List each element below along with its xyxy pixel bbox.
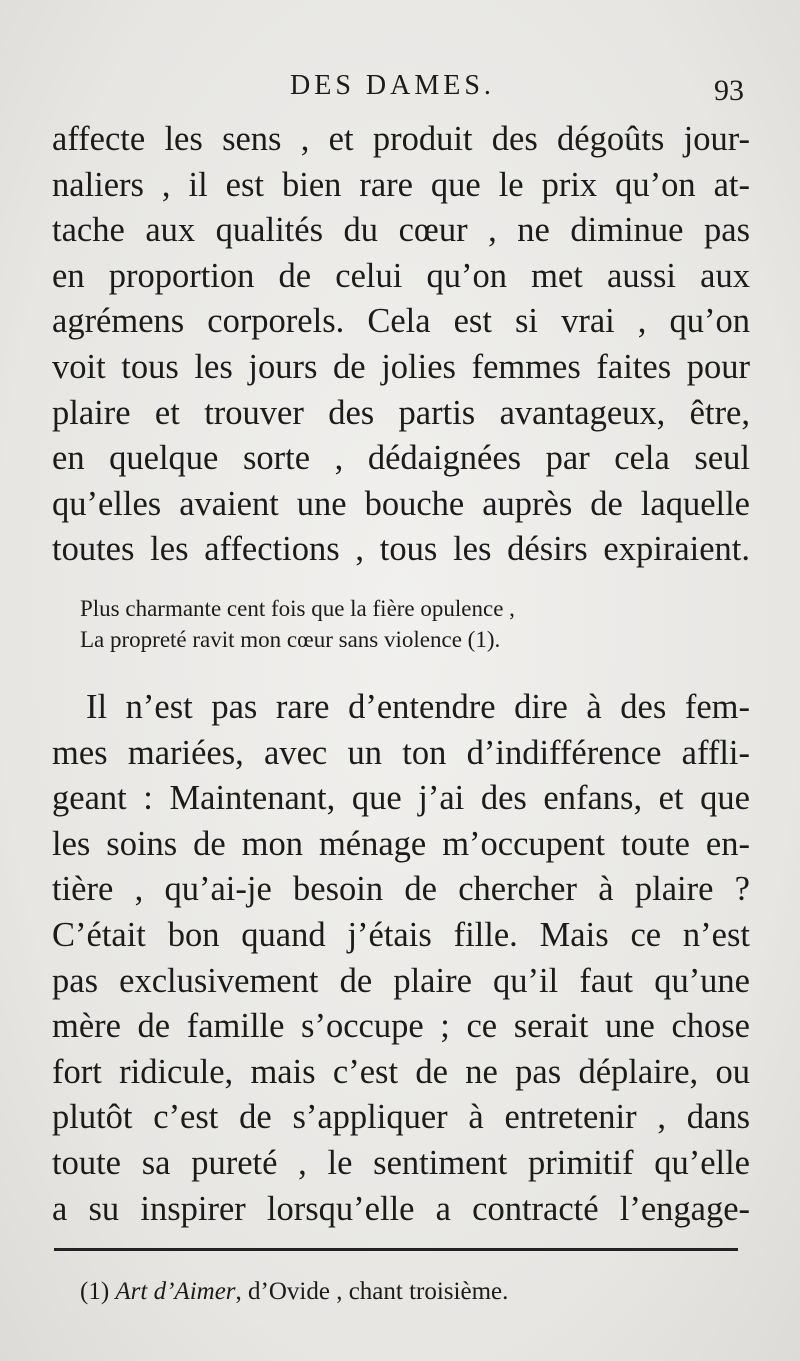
text-line: plaire et trouver des partis avantageux, être, [52,393,750,432]
text-line: geant : Maintenant, que j’ai des enfans, et que [52,779,750,818]
footnote-work-title: Art d’Aimer [115,1278,236,1305]
verse-quotation [80,593,515,655]
text-line: tache aux qualités du cœur , ne diminue pas [52,211,750,250]
text-line: fort ridicule, mais c’est de ne pas déplaire, ou [52,1052,750,1091]
footnote [80,1278,508,1306]
text-line: en quelque sorte , dédaignées par cela seul [52,439,750,478]
text-line: mes mariées, avec un ton d’indifférence affli- [52,733,750,772]
text-line: toute sa pureté , le sentiment primitif qu’elle [52,1143,750,1182]
text-line: en proportion de celui qu’on met aussi aux [52,256,750,295]
verse-line: Plus charmante cent fois que la fière opulence , [80,596,515,621]
footnote-rule [54,1248,738,1251]
text-line: pas exclusivement de plaire qu’il faut qu’une [52,961,750,1000]
paragraph-2 [52,685,750,1232]
text-line: Il n’est pas rare d’entendre dire à des fem- [86,688,750,726]
paragraph-1 [52,117,750,573]
text-line: agrémens corporels. Cela est si vrai , qu’on [52,302,750,341]
text-line: affecte les sens , et produit des dégoûts jour- [52,120,750,158]
text-line: qu’elles avaient une bouche auprès de laquelle [52,484,750,523]
text-line: mère de famille s’occupe ; ce serait une chose [52,1007,750,1046]
text-line: tière , qu’ai-je besoin de chercher à plaire ? [52,870,750,909]
text-line: a su inspirer lorsqu’elle a contracté l’engage- [52,1189,750,1228]
text-line: toutes les affections , tous les désirs expiraient. [52,530,750,569]
page-number: 93 [714,74,744,107]
text-line: plutôt c’est de s’appliquer à entretenir , dans [52,1098,750,1137]
verse-line: La propreté ravit mon cœur sans violence (1). [80,627,501,652]
text-line: les soins de mon ménage m’occupent toute en- [52,824,750,863]
text-line: C’était bon quand j’étais fille. Mais ce n’est [52,915,750,954]
text-line: voit tous les jours de jolies femmes faites pour [52,347,750,386]
running-title: DES DAMES. [290,70,495,101]
footnote-text: , d’Ovide , chant troisième. [235,1278,509,1305]
footnote-marker: (1) [80,1278,110,1305]
text-line: naliers , il est bien rare que le prix qu’on at- [52,165,750,204]
